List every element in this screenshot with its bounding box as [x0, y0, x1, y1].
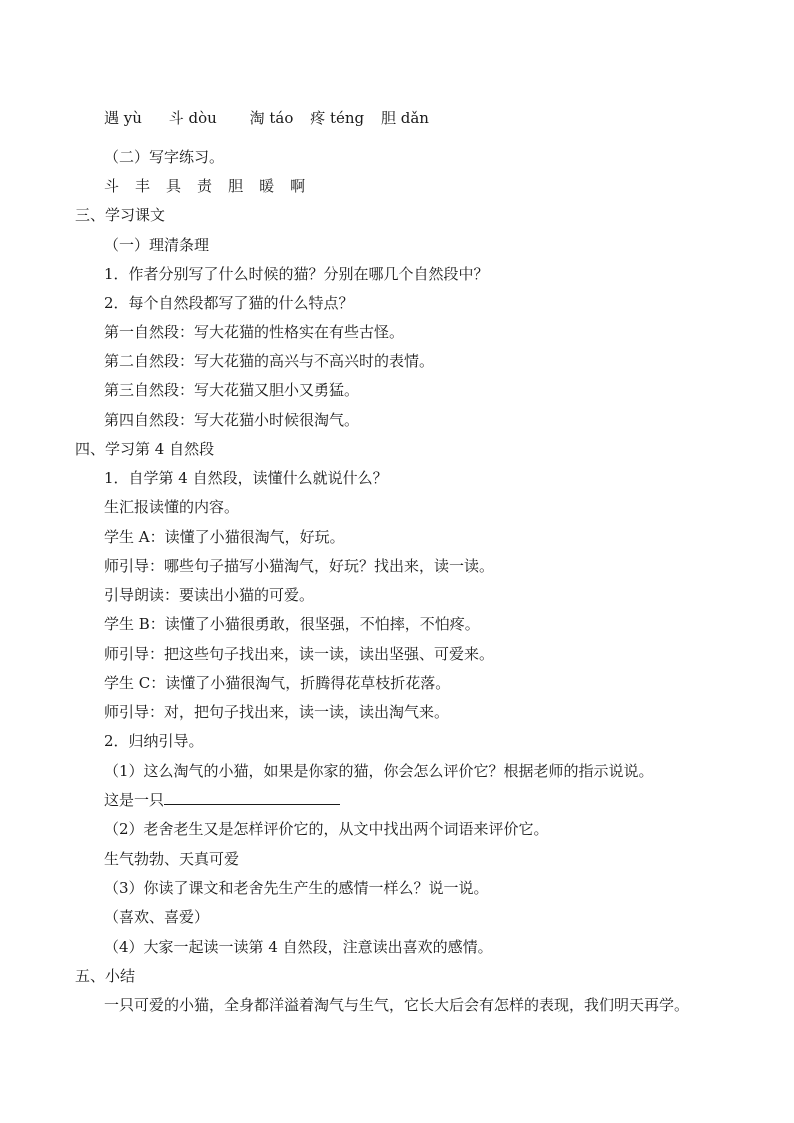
practice-char: 具	[166, 177, 182, 195]
section-4-title: 四、学习第 4 自然段	[75, 440, 215, 458]
pinyin-item: 斗 dòu	[168, 109, 217, 127]
practice-char: 暖	[259, 177, 275, 195]
practice-char: 丰	[135, 177, 151, 195]
paragraph-summary-1: 第一自然段：写大花猫的性格实在有些古怪。	[104, 323, 405, 341]
text-line: 2．归纳引导。	[104, 732, 204, 750]
text-line: 师引导：把这些句子找出来，读一读，读出坚强、可爱来。	[104, 645, 495, 663]
paragraph-summary-3: 第三自然段：写大花猫又胆小又勇猛。	[104, 381, 360, 399]
text-line: 1．自学第 4 自然段，读懂什么就说什么？	[104, 469, 388, 487]
text-line: 生气勃勃、天真可爱	[104, 850, 240, 868]
character-list	[104, 176, 321, 196]
text-line: （3）你读了课文和老舍先生产生的感情一样么？说一说。	[104, 879, 489, 897]
text-line: （1）这么淘气的小猫，如果是你家的猫，你会怎么评价它？根据老师的指示说说。	[104, 762, 654, 780]
paragraph-summary-4: 第四自然段：写大花猫小时候很淘气。	[104, 411, 360, 429]
answer-blank	[164, 790, 340, 805]
text-line: 生汇报读懂的内容。	[104, 498, 240, 516]
text-line: 学生 A：读懂了小猫很淘气，好玩。	[104, 528, 345, 546]
practice-char: 胆	[228, 177, 244, 195]
pinyin-item: 疼 téng	[310, 109, 365, 127]
pinyin-item: 遇 yù	[104, 109, 142, 127]
fill-in-label: 这是一只	[104, 791, 165, 809]
practice-char: 责	[197, 177, 213, 195]
subheading-writing-practice: （二）写字练习。	[104, 148, 225, 166]
section-3-subheading: （一）理清条理	[104, 236, 210, 254]
text-line: （喜欢、喜爱）	[104, 908, 210, 926]
fill-in-line	[104, 790, 340, 810]
text-line: （4）大家一起读一读第 4 自然段，注意读出喜欢的感情。	[104, 938, 493, 956]
text-line: （2）老舍老生又是怎样评价它的，从文中找出两个词语来评价它。	[104, 820, 549, 838]
paragraph-summary-2: 第二自然段：写大花猫的高兴与不高兴时的表情。	[104, 352, 435, 370]
practice-char: 斗	[104, 177, 120, 195]
practice-char: 啊	[290, 177, 306, 195]
text-line: 师引导：哪些句子描写小猫淘气，好玩？找出来，读一读。	[104, 557, 495, 575]
section-3-title: 三、学习课文	[75, 206, 166, 224]
text-line: 师引导：对，把句子找出来，读一读，读出淘气来。	[104, 703, 450, 721]
pinyin-item: 淘 táo	[249, 109, 294, 127]
text-line: 引导朗读：要读出小猫的可爱。	[104, 586, 315, 604]
pinyin-row	[104, 108, 429, 128]
summary-text: 一只可爱的小猫，全身都洋溢着淘气与生气，它长大后会有怎样的表现，我们明天再学。	[104, 996, 690, 1014]
question-1: 1．作者分别写了什么时候的猫？分别在哪几个自然段中？	[104, 265, 489, 283]
text-line: 学生 C：读懂了小猫很淘气，折腾得花草枝折花落。	[104, 674, 451, 692]
pinyin-item: 胆 dǎn	[380, 109, 429, 127]
question-2: 2．每个自然段都写了猫的什么特点？	[104, 294, 354, 312]
text-line: 学生 B：读懂了小猫很勇敢，很坚强，不怕摔，不怕疼。	[104, 615, 480, 633]
section-5-title: 五、小结	[75, 967, 136, 985]
